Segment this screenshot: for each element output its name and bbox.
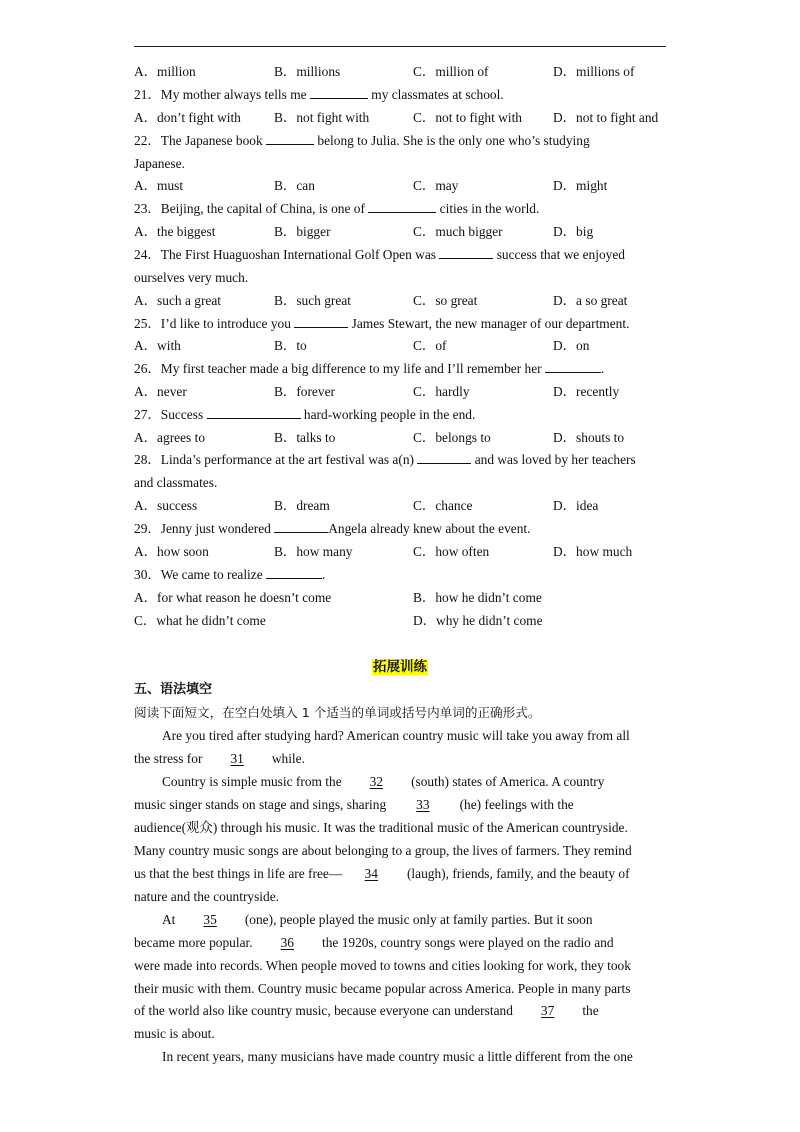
option-b: B．forever bbox=[274, 384, 335, 399]
blank-36[interactable]: 36 bbox=[280, 935, 294, 950]
passage-line: audience(观众) through his music. It was the traditional music of the American countryside. bbox=[134, 820, 628, 835]
option-d: D．recently bbox=[553, 384, 620, 399]
question-27-stem: 27．Success hard-working people in the end. bbox=[134, 407, 476, 422]
blank-32[interactable]: 32 bbox=[369, 774, 384, 789]
passage-line: became more popular. 36 the 1920s, country songs were played on the radio and bbox=[134, 935, 614, 950]
option-a: A．the biggest bbox=[134, 224, 216, 239]
answer-blank[interactable] bbox=[310, 86, 368, 99]
option-c: C．how often bbox=[413, 544, 490, 559]
passage-line: their music with them. Country music became popular across America. People in many parts bbox=[134, 981, 631, 996]
option-b: B．millions bbox=[274, 64, 341, 79]
option-a: A．for what reason he doesn’t come bbox=[134, 590, 332, 605]
option-c: C．not to fight with bbox=[413, 110, 522, 125]
question-24-stem-cont: ourselves very much. bbox=[134, 270, 249, 285]
option-c: C．hardly bbox=[413, 384, 470, 399]
answer-blank[interactable] bbox=[274, 520, 328, 533]
option-d: D．millions of bbox=[553, 64, 635, 79]
option-d: D．shouts to bbox=[553, 430, 625, 445]
answer-blank[interactable] bbox=[266, 132, 314, 145]
section-instruction: 阅读下面短文，在空白处填入 1 个适当的单词或括号内单词的正确形式。 bbox=[134, 705, 541, 720]
option-c: C．million of bbox=[413, 64, 489, 79]
passage-line: Are you tired after studying hard? American country music will take you away from all bbox=[162, 728, 630, 743]
question-22-stem: 22．The Japanese book belong to Julia. She is the only one who’s studying bbox=[134, 133, 590, 148]
option-d: D．idea bbox=[553, 498, 599, 513]
blank-34[interactable]: 34 bbox=[364, 866, 378, 881]
blank-35[interactable]: 35 bbox=[203, 912, 217, 927]
option-d: D．on bbox=[553, 338, 590, 353]
question-21-stem: 21．My mother always tells me my classmates at school. bbox=[134, 87, 504, 102]
option-a: A．don’t fight with bbox=[134, 110, 241, 125]
option-b: B．can bbox=[274, 178, 315, 193]
option-d: D．big bbox=[553, 224, 594, 239]
passage-line: Many country music songs are about belonging to a group, the lives of farmers. They remind bbox=[134, 843, 632, 858]
passage-line: the stress for 31 while. bbox=[134, 751, 305, 766]
option-a: A．such a great bbox=[134, 293, 222, 308]
header-rule bbox=[134, 46, 666, 47]
passage-line: were made into records. When people moved to towns and cities looking for work, they took bbox=[134, 958, 631, 973]
passage-line: music is about. bbox=[134, 1026, 215, 1041]
option-c: C．chance bbox=[413, 498, 473, 513]
option-b: B．dream bbox=[274, 498, 330, 513]
option-c: C．belongs to bbox=[413, 430, 491, 445]
option-d: D．why he didn’t come bbox=[413, 613, 543, 628]
option-d: D．not to fight and bbox=[553, 110, 659, 125]
option-a: A．success bbox=[134, 498, 198, 513]
passage-line: At 35 (one), people played the music only at family parties. But it soon bbox=[162, 912, 593, 927]
question-28-stem: 28．Linda’s performance at the art festival was a(n) and was loved by her teachers bbox=[134, 452, 636, 467]
option-a: A．must bbox=[134, 178, 184, 193]
question-29-stem: 29．Jenny just wondered Angela already knew about the event. bbox=[134, 521, 531, 536]
answer-blank[interactable] bbox=[294, 315, 348, 328]
option-c: C．of bbox=[413, 338, 447, 353]
question-30-stem: 30．We came to realize . bbox=[134, 567, 326, 582]
option-d: D．how much bbox=[553, 544, 633, 559]
question-25-stem: 25．I’d like to introduce you James Stewart, the new manager of our department. bbox=[134, 316, 630, 331]
option-d: D．might bbox=[553, 178, 608, 193]
blank-37[interactable]: 37 bbox=[540, 1003, 555, 1018]
option-d: D．a so great bbox=[553, 293, 628, 308]
section-heading: 五、语法填空 bbox=[134, 682, 213, 697]
option-b: B．how he didn’t come bbox=[413, 590, 542, 605]
passage-line: music singer stands on stage and sings, sharing 33 (he) feelings with the bbox=[134, 797, 574, 812]
option-b: B．to bbox=[274, 338, 307, 353]
blank-33[interactable]: 33 bbox=[416, 797, 430, 812]
answer-blank[interactable] bbox=[368, 200, 436, 213]
passage-line: In recent years, many musicians have made country music a little different from the one bbox=[162, 1049, 633, 1064]
passage-line: nature and the countryside. bbox=[134, 889, 280, 904]
question-24-stem: 24．The First Huaguoshan International Golf Open was success that we enjoyed bbox=[134, 247, 625, 262]
option-a: A．million bbox=[134, 64, 196, 79]
passage-line: Country is simple music from the 32 (south) states of America. A country bbox=[162, 774, 605, 789]
option-c: C．much bigger bbox=[413, 224, 503, 239]
answer-blank[interactable] bbox=[439, 246, 493, 259]
answer-blank[interactable] bbox=[545, 360, 601, 373]
option-b: B．how many bbox=[274, 544, 353, 559]
question-23-stem: 23．Beijing, the capital of China, is one of cities in the world. bbox=[134, 201, 540, 216]
answer-blank[interactable] bbox=[207, 406, 301, 419]
option-a: A．with bbox=[134, 338, 181, 353]
passage-line: of the world also like country music, because everyone can understand 37 the bbox=[134, 1003, 599, 1018]
option-c: C．may bbox=[413, 178, 459, 193]
passage-line: us that the best things in life are free— 34 (laugh), friends, family, and the beauty of bbox=[134, 866, 630, 881]
section-title: 拓展训练 bbox=[373, 659, 427, 675]
option-a: A．never bbox=[134, 384, 187, 399]
option-b: B．bigger bbox=[274, 224, 331, 239]
question-28-stem-cont: and classmates. bbox=[134, 475, 218, 490]
blank-31[interactable]: 31 bbox=[230, 751, 244, 766]
option-c: C．so great bbox=[413, 293, 478, 308]
question-22-stem-cont: Japanese. bbox=[134, 156, 185, 171]
question-26-stem: 26．My first teacher made a big difference to my life and I’ll remember her . bbox=[134, 361, 605, 376]
answer-blank[interactable] bbox=[266, 566, 322, 579]
answer-blank[interactable] bbox=[417, 451, 471, 464]
option-a: A．how soon bbox=[134, 544, 209, 559]
option-b: B．such great bbox=[274, 293, 351, 308]
option-b: B．not fight with bbox=[274, 110, 370, 125]
option-a: A．agrees to bbox=[134, 430, 206, 445]
option-c: C．what he didn’t come bbox=[134, 613, 266, 628]
option-b: B．talks to bbox=[274, 430, 336, 445]
